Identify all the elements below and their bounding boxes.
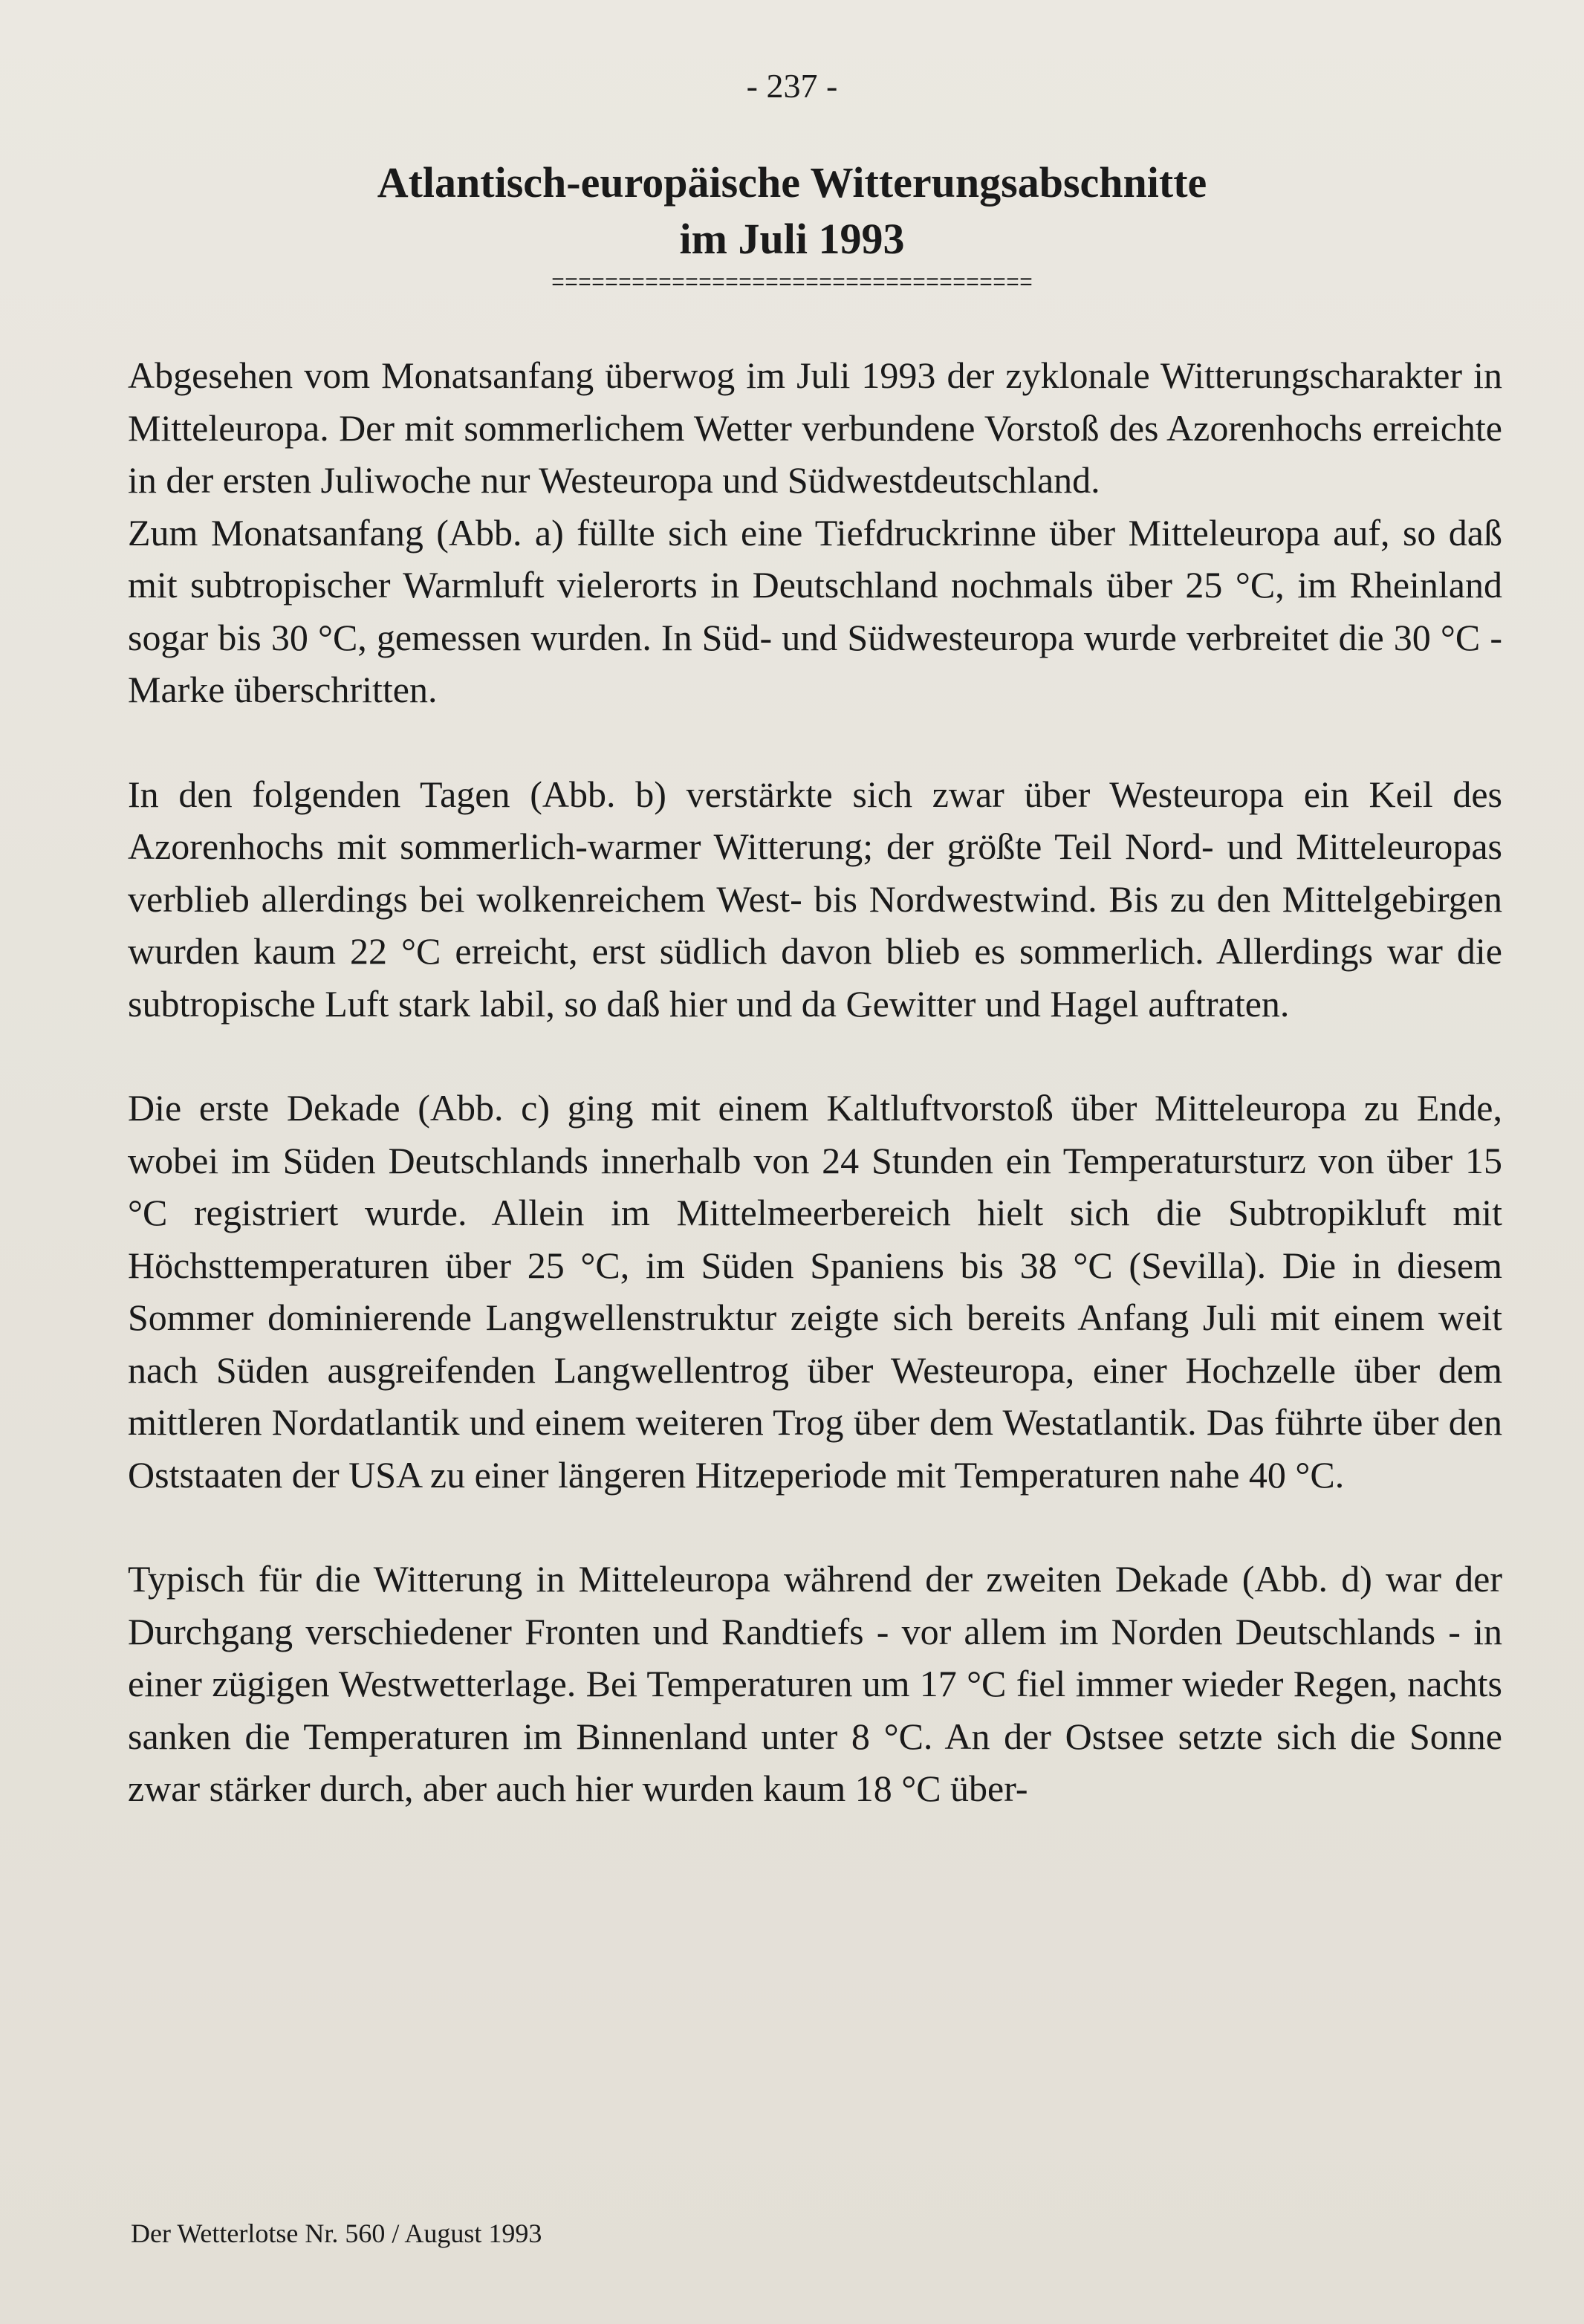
page-number: - 237 - (746, 67, 838, 105)
page-footer: Der Wetterlotse Nr. 560 / August 1993 (131, 2218, 542, 2248)
paragraph-spacer (128, 1501, 1502, 1553)
paragraph-2: Zum Monatsanfang (Abb. a) füllte sich eine Tiefdruckrinne über Mitteleuropa auf, so daß mit subtropischer Warmluft vielerorts in Deutschland nochmals über 25 °C, im Rheinland sogar bis 30 °C, gemessen wurden. In Süd- und Südwesteuropa wurde verbreitet die 30 °C - Marke überschritten. (128, 511, 1502, 710)
document-title (0, 155, 1584, 267)
title-underline-rule: ==================================== (551, 271, 1033, 296)
title-line-1: Atlantisch-europäische Witterungsabschnitte (377, 158, 1207, 207)
paragraph-5: Typisch für die Witterung in Mitteleuropa während der zweiten Dekade (Abb. d) war der Durchgang verschiedener Fronten und Randtiefs - vor allem im Norden Deutschlands - in einer zügigen Westwetterlage. Bei Temperaturen um 17 °C fiel immer wieder Regen, nachts sanken die Temperaturen im Binnenland unter 8 °C. An der Ostsee setzte sich die Sonne zwar stärker durch, aber auch hier wurden kaum 18 °C über- (128, 1558, 1502, 1809)
title-line-2: im Juli 1993 (679, 215, 905, 263)
paragraph-3: In den folgenden Tagen (Abb. b) verstärkte sich zwar über Westeuropa ein Keil des Azorenhochs mit sommerlich-warmer Witterung; der größte Teil Nord- und Mitteleuropas verblieb allerdings bei wolkenreichem West- bis Nordwestwind. Bis zu den Mittelgebirgen wurden kaum 22 °C erreicht, erst südlich davon blieb es sommerlich. Allerdings war die subtropische Luft stark labil, so daß hier und da Gewitter und Hagel auftraten. (128, 773, 1502, 1025)
paragraph-4: Die erste Dekade (Abb. c) ging mit einem Kaltluftvorstoß über Mitteleuropa zu Ende, wobei im Süden Deutschlands innerhalb von 24 Stunden ein Temperatursturz von über 15 °C registriert wurde. Allein im Mittelmeerbereich hielt sich die Subtropikluft mit Höchsttemperaturen über 25 °C, im Süden Spaniens bis 38 °C (Sevilla). Die in diesem Sommer dominierende Langwellenstruktur zeigte sich bereits Anfang Juli mit einem weit nach Süden ausgreifenden Langwellentrog über Westeuropa, einer Hochzelle über dem mittleren Nordatlantik und einem weiteren Trog über dem Westatlantik. Das führte über den Oststaaten der USA zu einer längeren Hitzeperiode mit Temperaturen nahe 40 °C. (128, 1087, 1502, 1496)
paragraph-spacer (128, 1030, 1502, 1082)
document-body (128, 349, 1502, 1815)
paragraph-spacer (128, 716, 1502, 768)
paragraph-1: Abgesehen vom Monatsanfang überwog im Juli 1993 der zyklonale Witterungscharakter in Mitteleuropa. Der mit sommerlichem Wetter verbundene Vorstoß des Azorenhochs erreichte in der ersten Juliwoche nur Westeuropa und Südwestdeutschland. (128, 354, 1502, 501)
